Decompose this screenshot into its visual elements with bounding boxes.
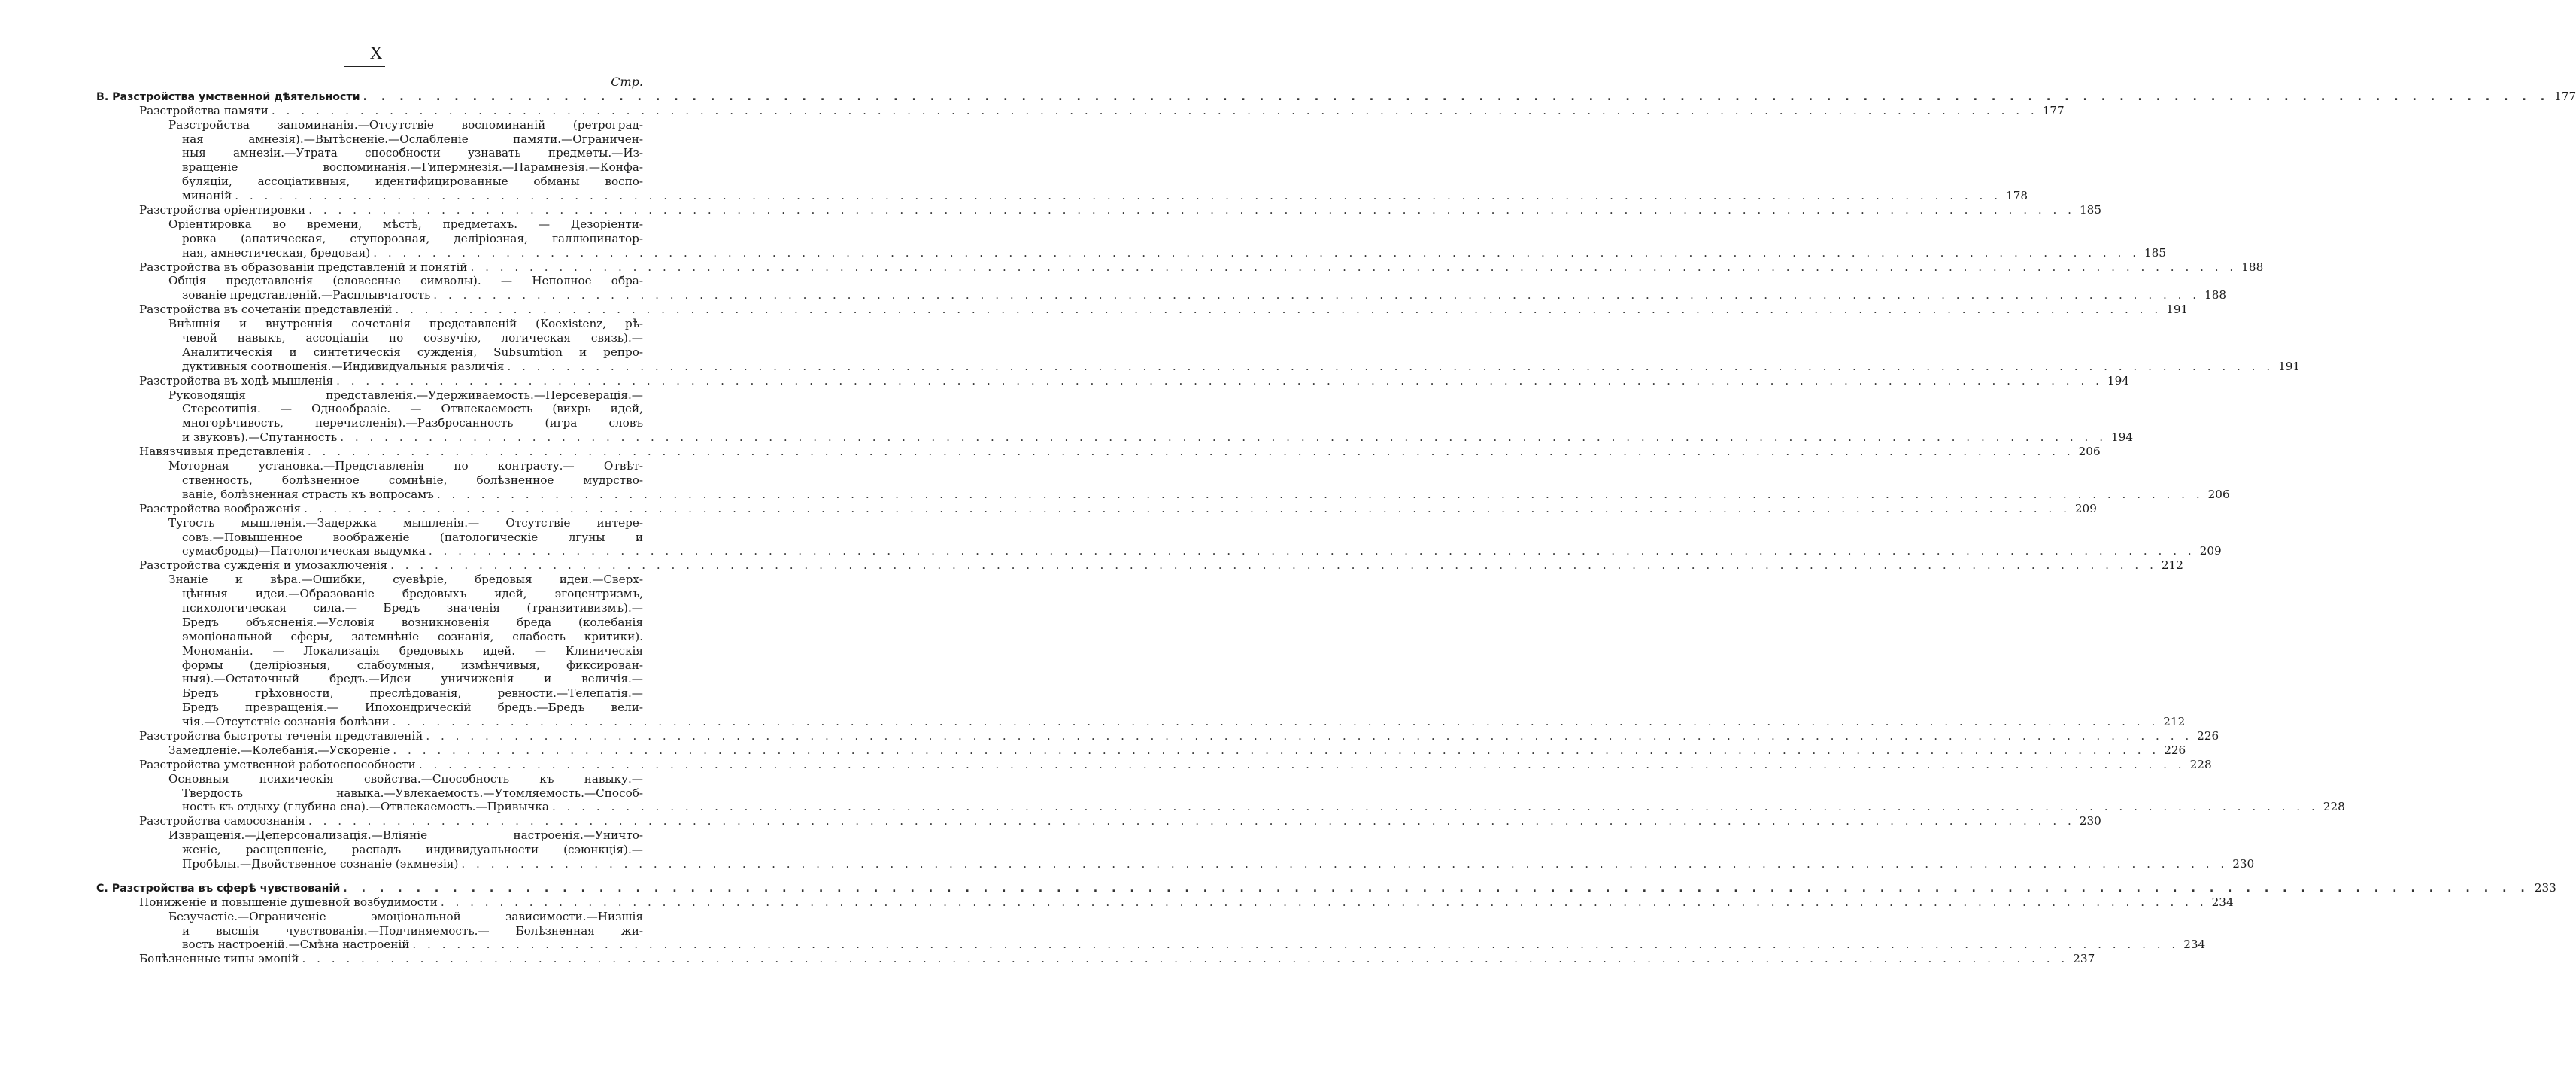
toc-entry-text: Внѣшнія и внутреннія сочетанія представленій (Koexistenz, рѣ- xyxy=(168,317,643,331)
toc-subentry-line xyxy=(182,544,2222,558)
toc-leader-row xyxy=(182,189,2028,203)
toc-subentry-line xyxy=(182,672,643,686)
toc-entry-text: вость настроеній.—Смѣна настроеній xyxy=(182,938,410,952)
toc-leader-row xyxy=(182,544,2222,558)
toc-subentry-line xyxy=(182,416,643,430)
toc-entry-text: Твердость навыка.—Увлекаемость.—Утомляемость.—Способ- xyxy=(182,786,643,800)
toc-entry-text: ная, амнестическая, бредовая) xyxy=(182,245,371,260)
toc-subentry-line xyxy=(168,743,2186,758)
toc-subentry-line xyxy=(182,924,643,938)
toc-leader-dots: . . . . . . . . . . . . . . . . . . . . . . . . . . . . . . . . . . . . . . . . . . . . . . . . . . . . . . . . . . . . . . . . . . . . . . . . . . . . . . . . . . . . . . . . . . . . . . . . . . . . . . . . . . . . . . . . . . . . . . . . xyxy=(461,856,2229,871)
toc-leader-row xyxy=(139,757,2212,772)
toc-entry-text: зованіе представленій.—Расплывчатость xyxy=(182,288,431,302)
toc-leader-row xyxy=(182,938,2206,952)
toc-subentry-line xyxy=(182,843,643,857)
toc-subentry-line xyxy=(182,601,643,616)
toc-section-label: C. xyxy=(96,882,112,895)
toc-page-number: 177 xyxy=(2554,89,2576,103)
toc-subentry-line xyxy=(182,616,643,630)
toc-entry-text: ныя амнезіи.—Утрата способности узнавать предметы.—Из- xyxy=(182,146,643,160)
toc-leader-row xyxy=(139,203,2101,217)
toc-page-number: 194 xyxy=(2107,373,2129,388)
toc-entry-text: чевой навыкъ, ассоціаціи по созвучію, логическая связь).— xyxy=(182,331,643,345)
toc-page-number: 178 xyxy=(2006,189,2028,203)
toc-subentry-line xyxy=(182,189,2028,203)
toc-subentry-line xyxy=(168,217,643,232)
toc-leader-dots: . . . . . . . . . . . . . . . . . . . . . . . . . . . . . . . . . . . . . . . . . . . . . . . . . . . . . . . . . . . . . . . . . . . . . . . . . . . . . . . . . . . . . . . . . . . . . . . . . . . . . . . . . . . . . . . . . . . . . . . . xyxy=(507,359,2274,373)
toc-subentry-line xyxy=(168,516,643,530)
toc-subentry-line xyxy=(182,587,643,601)
toc-entry xyxy=(139,260,2264,275)
toc-subentry-line xyxy=(168,459,643,473)
toc-entry-text: цѣнныя идеи.—Образованіе бредовыхъ идей, эгоцентризмъ, xyxy=(182,587,643,601)
toc-subentry-line xyxy=(182,245,2167,260)
toc-page-number: 209 xyxy=(2199,544,2222,558)
toc-body xyxy=(96,89,2576,966)
toc-section-label: B. xyxy=(96,90,113,103)
toc-leader-row xyxy=(139,445,2101,459)
toc-entry-text: минаній xyxy=(182,189,232,203)
toc-page-number: 188 xyxy=(2241,260,2264,274)
toc-leader-dots: . . . . . . . . . . . . . . . . . . . . . . . . . . . . . . . . . . . . . . . . . . . . . . . . . . . . . . . . . . . . . . . . . . . . . . . . . . . . . . . . . . . . . . . . . . . . . . . . . . . . . . . . . . . . . . . . . . . . . . . . xyxy=(392,715,2159,729)
toc-subentry-line xyxy=(182,331,643,345)
toc-entry-text: Оріентировка во времени, мѣстѣ, предметахъ. — Дезоріенти- xyxy=(168,217,643,231)
toc-leader-row xyxy=(182,288,2227,302)
toc-leader-dots: . . . . . . . . . . . . . . . . . . . . . . . . . . . . . . . . . . . . . . . . . . . . . . . . . . . . . . . . . . . . . . . . . . . . . . . . . . . . . . . . . . . . . . . . . . . . . . . . . . . . . . . . . . . . . . . . . . . . . . . . xyxy=(302,952,2069,966)
toc-page-number: 230 xyxy=(2232,856,2255,871)
toc-entry-text: Бредъ грѣховности, преслѣдованія, ревности.—Телепатія.— xyxy=(182,686,643,701)
toc-leader-row xyxy=(139,373,2129,388)
toc-entry-text: Разстройства самосознанія xyxy=(139,814,305,828)
toc-subentry-line xyxy=(168,274,643,288)
toc-entry-text: Руководящія представленія.—Удерживаемость.—Персеверація.— xyxy=(168,388,643,402)
toc-entry-text: ныя).—Остаточный бредъ.—Идеи уничиженія и величія.— xyxy=(182,672,643,686)
toc-subentry-line xyxy=(182,856,2255,871)
toc-entry-text: буляціи, ассоціативныя, идентифицированные обманы воспо- xyxy=(182,175,643,189)
toc-leader-dots: . . . . . . . . . . . . . . . . . . . . . . . . . . . . . . . . . . . . . . . . . . . . . . . . . . . . . . . . . . . . . . . . . . . . . . . . . . . . . . . . . . . . . . . . . . . . . . . . . . . . . . . . . . . . . . . . . . . . . . . . xyxy=(390,558,2157,573)
toc-entry-text: Безучастіе.—Ограниченіе эмоціональной зависимости.—Низшія xyxy=(168,909,643,923)
toc-subentry-line xyxy=(182,288,2227,302)
toc-entry-text: ваніе, болѣзненная страсть къ вопросамъ xyxy=(182,487,434,501)
toc-subentry-line xyxy=(182,715,2186,729)
toc-leader-row xyxy=(182,245,2167,260)
toc-section-title-text: Разстройства умственной дѣятельности xyxy=(112,90,360,103)
toc-entry-text: Аналитическія и синтетическія сужденія, Subsumtion и репро- xyxy=(182,345,643,359)
toc-entry-text: Разстройства запоминанія.—Отсутствіе воспоминаній (ретроград- xyxy=(168,117,643,132)
toc-leader-row xyxy=(182,800,2345,814)
toc-entry-text: многорѣчивость, перечисленія).—Разбросанность (игра словъ xyxy=(182,416,643,430)
toc-leader-dots: . . . . . . . . . . . . . . . . . . . . . . . . . . . . . . . . . . . . . . . . . . . . . . . . . . . . . . . . . . . . . . . . . . . . . . . . . . . . . . . . . . . . . . . . . . . . . . . . . . . . . . . . . . . . . . . . . . . . . . . . xyxy=(343,882,2530,895)
toc-entry-text: Извращенія.—Деперсонализація.—Вліяніе настроенія.—Уничто- xyxy=(168,828,643,843)
toc-entry-text: совъ.—Повышенное воображеніе (патологическіе лгуны и xyxy=(182,530,643,544)
toc-entry-text: Разстройства быстроты теченія представленій xyxy=(139,728,423,743)
toc-entry-text: Разстройства сужденія и умозаключенія xyxy=(139,558,388,573)
toc-entry xyxy=(139,103,2065,118)
toc-entry xyxy=(139,952,2095,966)
toc-page-number: 226 xyxy=(2197,728,2219,743)
toc-leader-dots: . . . . . . . . . . . . . . . . . . . . . . . . . . . . . . . . . . . . . . . . . . . . . . . . . . . . . . . . . . . . . . . . . . . . . . . . . . . . . . . . . . . . . . . . . . . . . . . . . . . . . . . . . . . . . . . . . . . . . . . . xyxy=(340,430,2107,445)
toc-section-leader-row xyxy=(96,89,2576,105)
toc-subentry-line xyxy=(168,772,643,786)
toc-entry-text: эмоціональной сферы, затемнѣніе сознанія, слабость критики). xyxy=(182,629,643,643)
toc-entry xyxy=(139,203,2101,217)
toc-leader-dots: . . . . . . . . . . . . . . . . . . . . . . . . . . . . . . . . . . . . . . . . . . . . . . . . . . . . . . . . . . . . . . . . . . . . . . . . . . . . . . . . . . . . . . . . . . . . . . . . . . . . . . . . . . . . . . . . . . . . . . . . xyxy=(235,189,2002,203)
toc-subentry-line xyxy=(182,430,2134,445)
toc-subentry-line xyxy=(182,359,2301,374)
toc-entry-text: Замедленіе.—Колебанія.—Ускореніе xyxy=(168,743,390,757)
page-number-rule xyxy=(344,66,385,67)
toc-section-title xyxy=(96,882,340,896)
toc-entry-text: женіе, расщепленіе, распадъ индивидуальности (сэюнкція).— xyxy=(182,843,643,857)
toc-leader-row xyxy=(182,715,2186,729)
toc-subentry-line xyxy=(182,530,643,545)
toc-page-number: 185 xyxy=(2144,245,2167,260)
toc-leader-dots: . . . . . . . . . . . . . . . . . . . . . . . . . . . . . . . . . . . . . . . . . . . . . . . . . . . . . . . . . . . . . . . . . . . . . . . . . . . . . . . . . . . . . . . . . . . . . . . . . . . . . . . . . . . . . . . . . . . . . . . . xyxy=(440,895,2207,909)
toc-leader-row xyxy=(139,952,2095,966)
toc-subentry-line xyxy=(182,487,2230,502)
toc-page-number: 206 xyxy=(2207,487,2230,501)
toc-entry-text: Бредъ объясненія.—Условія возникновенія бреда (колебанія xyxy=(182,615,643,629)
toc-section-leader-row xyxy=(96,880,2556,896)
toc-page-number: 191 xyxy=(2278,359,2301,373)
toc-entry-text: Мономаніи. — Локализація бредовыхъ идей. — Клиническія xyxy=(182,643,643,658)
toc-page-number: 230 xyxy=(2079,814,2101,828)
toc-section-title-text: Разстройства въ сферѣ чувствованій xyxy=(111,882,341,895)
toc-entry xyxy=(139,558,2183,573)
toc-subentry-line xyxy=(168,317,643,331)
toc-page-number: 177 xyxy=(2042,103,2065,117)
toc-leader-row xyxy=(182,430,2134,445)
toc-leader-dots: . . . . . . . . . . . . . . . . . . . . . . . . . . . . . . . . . . . . . . . . . . . . . . . . . . . . . . . . . . . . . . . . . . . . . . . . . . . . . . . . . . . . . . . . . . . . . . . . . . . . . . . . . . . . . . . . . . . . . . . . xyxy=(418,757,2186,771)
toc-subentry-line xyxy=(182,232,643,246)
toc-section xyxy=(96,89,2576,104)
toc-entry-text: дуктивныя соотношенія.—Индивидуальныя различія xyxy=(182,359,505,373)
toc-entry-text: Навязчивыя представленія xyxy=(139,445,305,459)
toc-entry-text: формы (деліріозныя, слабоумныя, измѣнчивыя, фиксирован- xyxy=(182,658,643,672)
toc-leader-row xyxy=(182,359,2301,374)
toc-leader-dots: . . . . . . . . . . . . . . . . . . . . . . . . . . . . . . . . . . . . . . . . . . . . . . . . . . . . . . . . . . . . . . . . . . . . . . . . . . . . . . . . . . . . . . . . . . . . . . . . . . . . . . . . . . . . . . . . . . . . . . . . xyxy=(426,728,2193,743)
toc-leader-row xyxy=(139,260,2264,275)
toc-leader-dots: . . . . . . . . . . . . . . . . . . . . . . . . . . . . . . . . . . . . . . . . . . . . . . . . . . . . . . . . . . . . . . . . . . . . . . . . . . . . . . . . . . . . . . . . . . . . . . . . . . . . . . . . . . . . . . . . . . . . . . . . xyxy=(363,90,2550,103)
toc-leader-dots: . . . . . . . . . . . . . . . . . . . . . . . . . . . . . . . . . . . . . . . . . . . . . . . . . . . . . . . . . . . . . . . . . . . . . . . . . . . . . . . . . . . . . . . . . . . . . . . . . . . . . . . . . . . . . . . . . . . . . . . . xyxy=(308,814,2075,828)
toc-entry xyxy=(139,302,2189,317)
toc-entry-text: и высшія чувствованія.—Подчиняемость.— Болѣзненная жи- xyxy=(182,923,643,938)
toc-leader-row xyxy=(139,103,2065,118)
toc-subentry-line xyxy=(182,345,643,360)
toc-subentry-line xyxy=(182,701,643,715)
toc-entry-text: Пробѣлы.—Двойственное сознаніе (экмнезія) xyxy=(182,856,459,871)
toc-entry-text: Разстройства въ сочетаніи представленій xyxy=(139,302,393,317)
toc-entry xyxy=(139,814,2101,828)
toc-entry-text: Общія представленія (словесные символы). — Неполное обра- xyxy=(168,274,643,288)
toc-page-number: 209 xyxy=(2074,501,2097,515)
toc-subentry-line xyxy=(182,146,643,160)
toc-page-number: 212 xyxy=(2163,715,2186,729)
toc-entry-text: Бредъ превращенія.— Ипохондрическій бредъ.—Бредъ вели- xyxy=(182,701,643,715)
toc-leader-dots: . . . . . . . . . . . . . . . . . . . . . . . . . . . . . . . . . . . . . . . . . . . . . . . . . . . . . . . . . . . . . . . . . . . . . . . . . . . . . . . . . . . . . . . . . . . . . . . . . . . . . . . . . . . . . . . . . . . . . . . . xyxy=(336,373,2103,388)
toc-leader-row xyxy=(182,856,2255,871)
toc-entry-text: Болѣзненные типы эмоцій xyxy=(139,952,299,966)
toc-entry-text: Разстройства въ образованіи представленій и понятій xyxy=(139,260,468,274)
toc-leader-row xyxy=(168,743,2186,758)
table-of-contents xyxy=(96,74,2576,966)
toc-leader-row xyxy=(139,895,2234,910)
toc-page-number: 237 xyxy=(2073,952,2095,966)
toc-section-title xyxy=(96,90,360,105)
toc-page-number: 194 xyxy=(2111,430,2134,445)
toc-subentry-line xyxy=(168,828,643,843)
toc-subentry-line xyxy=(182,160,643,175)
toc-page-number: 228 xyxy=(2323,800,2345,814)
toc-subentry-line xyxy=(182,644,643,658)
toc-page-number: 226 xyxy=(2164,743,2186,757)
toc-leader-dots: . . . . . . . . . . . . . . . . . . . . . . . . . . . . . . . . . . . . . . . . . . . . . . . . . . . . . . . . . . . . . . . . . . . . . . . . . . . . . . . . . . . . . . . . . . . . . . . . . . . . . . . . . . . . . . . . . . . . . . . . xyxy=(373,245,2141,260)
toc-leader-dots: . . . . . . . . . . . . . . . . . . . . . . . . . . . . . . . . . . . . . . . . . . . . . . . . . . . . . . . . . . . . . . . . . . . . . . . . . . . . . . . . . . . . . . . . . . . . . . . . . . . . . . . . . . . . . . . . . . . . . . . . xyxy=(436,487,2204,501)
toc-entry-text: сумасброды)—Патологическая выдумка xyxy=(182,544,426,558)
toc-entry xyxy=(139,757,2212,772)
toc-subentry-line xyxy=(182,175,643,189)
toc-leader-dots: . . . . . . . . . . . . . . . . . . . . . . . . . . . . . . . . . . . . . . . . . . . . . . . . . . . . . . . . . . . . . . . . . . . . . . . . . . . . . . . . . . . . . . . . . . . . . . . . . . . . . . . . . . . . . . . . . . . . . . . . xyxy=(308,203,2075,217)
toc-entry-text: Тугость мышленія.—Задержка мышленія.— Отсутствіе интере- xyxy=(168,515,643,530)
toc-entry-text: ная амнезія).—Вытѣсненіе.—Ослабленіе памяти.—Ограничен- xyxy=(182,132,643,146)
toc-entry xyxy=(139,445,2101,459)
toc-page-number: 212 xyxy=(2161,558,2183,573)
toc-leader-row xyxy=(139,814,2101,828)
toc-leader-row xyxy=(139,302,2189,317)
toc-subentry-line xyxy=(182,786,643,801)
toc-subentry-line xyxy=(168,118,643,132)
page-column-header: Стр. xyxy=(611,74,643,89)
toc-page-number: 206 xyxy=(2078,445,2101,459)
toc-entry-text: психологическая сила.— Бредъ значенія (транзитивизмъ).— xyxy=(182,600,643,615)
toc-leader-dots: . . . . . . . . . . . . . . . . . . . . . . . . . . . . . . . . . . . . . . . . . . . . . . . . . . . . . . . . . . . . . . . . . . . . . . . . . . . . . . . . . . . . . . . . . . . . . . . . . . . . . . . . . . . . . . . . . . . . . . . . xyxy=(433,288,2201,302)
toc-subentry-line xyxy=(182,800,2345,814)
toc-subentry-line xyxy=(182,402,643,416)
toc-entry xyxy=(139,373,2129,388)
toc-entry-text: ность къ отдыху (глубина сна).—Отвлекаемость.—Привычка xyxy=(182,800,549,814)
toc-leader-dots: . . . . . . . . . . . . . . . . . . . . . . . . . . . . . . . . . . . . . . . . . . . . . . . . . . . . . . . . . . . . . . . . . . . . . . . . . . . . . . . . . . . . . . . . . . . . . . . . . . . . . . . . . . . . . . . . . . . . . . . . xyxy=(395,302,2162,317)
toc-page-number: 191 xyxy=(2166,302,2189,317)
toc-entry-text: Пониженіе и повышеніе душевной возбудимости xyxy=(139,895,438,909)
toc-subentry-line xyxy=(182,473,643,488)
toc-entry-text: ственность, болѣзненное сомнѣніе, болѣзненное мудрство- xyxy=(182,473,643,487)
toc-entry-text: и звуковъ).—Спутанность xyxy=(182,430,338,445)
toc-entry xyxy=(139,501,2097,516)
toc-entry-text: Разстройства воображенія xyxy=(139,501,302,515)
toc-leader-row xyxy=(139,558,2183,573)
toc-entry-text: Разстройства въ ходѣ мышленія xyxy=(139,373,334,388)
toc-entry-text: чія.—Отсутствіе сознанія болѣзни xyxy=(182,715,390,729)
toc-leader-row xyxy=(182,487,2230,502)
toc-entry-text: вращеніе воспоминанія.—Гипермнезія.—Парамнезія.—Конфа- xyxy=(182,160,643,175)
toc-entry-text: Моторная установка.—Представленія по контрасту.— Отвѣт- xyxy=(168,459,643,473)
toc-page-number: 188 xyxy=(2204,288,2227,302)
toc-leader-dots: . . . . . . . . . . . . . . . . . . . . . . . . . . . . . . . . . . . . . . . . . . . . . . . . . . . . . . . . . . . . . . . . . . . . . . . . . . . . . . . . . . . . . . . . . . . . . . . . . . . . . . . . . . . . . . . . . . . . . . . . xyxy=(271,103,2038,117)
toc-subentry-line xyxy=(168,388,643,403)
toc-page-number: 234 xyxy=(2211,895,2234,909)
toc-leader-dots: . . . . . . . . . . . . . . . . . . . . . . . . . . . . . . . . . . . . . . . . . . . . . . . . . . . . . . . . . . . . . . . . . . . . . . . . . . . . . . . . . . . . . . . . . . . . . . . . . . . . . . . . . . . . . . . . . . . . . . . . xyxy=(470,260,2238,274)
toc-subentry-line xyxy=(182,132,643,147)
toc-subentry-line xyxy=(168,573,643,587)
toc-subentry-line xyxy=(168,910,643,924)
toc-leader-row xyxy=(139,728,2219,743)
toc-entry-text: Разстройства умственной работоспособности xyxy=(139,757,416,771)
toc-entry-text: ровка (апатическая, ступорозная, деліріозная, галлюцинатор- xyxy=(182,231,643,245)
toc-leader-dots: . . . . . . . . . . . . . . . . . . . . . . . . . . . . . . . . . . . . . . . . . . . . . . . . . . . . . . . . . . . . . . . . . . . . . . . . . . . . . . . . . . . . . . . . . . . . . . . . . . . . . . . . . . . . . . . . . . . . . . . . xyxy=(412,938,2180,952)
toc-page-number: 234 xyxy=(2183,938,2206,952)
toc-leader-dots: . . . . . . . . . . . . . . . . . . . . . . . . . . . . . . . . . . . . . . . . . . . . . . . . . . . . . . . . . . . . . . . . . . . . . . . . . . . . . . . . . . . . . . . . . . . . . . . . . . . . . . . . . . . . . . . . . . . . . . . . xyxy=(428,544,2195,558)
toc-subentry-line xyxy=(182,658,643,673)
toc-entry xyxy=(139,895,2234,910)
toc-entry-text: Знаніе и вѣра.—Ошибки, суевѣріе, бредовыя идеи.—Сверх- xyxy=(168,573,643,587)
toc-page-number: 228 xyxy=(2189,757,2212,771)
toc-leader-dots: . . . . . . . . . . . . . . . . . . . . . . . . . . . . . . . . . . . . . . . . . . . . . . . . . . . . . . . . . . . . . . . . . . . . . . . . . . . . . . . . . . . . . . . . . . . . . . . . . . . . . . . . . . . . . . . . . . . . . . . . xyxy=(393,743,2160,757)
page-number: X xyxy=(369,44,383,62)
toc-page-number: 185 xyxy=(2080,203,2101,217)
toc-entry-text: Разстройства памяти xyxy=(139,103,269,117)
toc-leader-dots: . . . . . . . . . . . . . . . . . . . . . . . . . . . . . . . . . . . . . . . . . . . . . . . . . . . . . . . . . . . . . . . . . . . . . . . . . . . . . . . . . . . . . . . . . . . . . . . . . . . . . . . . . . . . . . . . . . . . . . . . xyxy=(304,501,2071,515)
toc-leader-row xyxy=(139,501,2097,516)
toc-subentry-line xyxy=(182,686,643,701)
toc-page-number: 233 xyxy=(2534,880,2556,895)
toc-leader-dots: . . . . . . . . . . . . . . . . . . . . . . . . . . . . . . . . . . . . . . . . . . . . . . . . . . . . . . . . . . . . . . . . . . . . . . . . . . . . . . . . . . . . . . . . . . . . . . . . . . . . . . . . . . . . . . . . . . . . . . . . xyxy=(307,445,2074,459)
toc-subentry-line xyxy=(182,630,643,644)
toc-leader-dots: . . . . . . . . . . . . . . . . . . . . . . . . . . . . . . . . . . . . . . . . . . . . . . . . . . . . . . . . . . . . . . . . . . . . . . . . . . . . . . . . . . . . . . . . . . . . . . . . . . . . . . . . . . . . . . . . . . . . . . . . xyxy=(551,800,2319,814)
toc-subentry-line xyxy=(182,938,2206,952)
toc-entry xyxy=(139,728,2219,743)
toc-section xyxy=(96,880,2556,895)
toc-entry-text: Разстройства оріентировки xyxy=(139,203,306,217)
toc-entry-text: Стереотипія. — Однообразіе. — Отвлекаемость (вихрь идей, xyxy=(182,402,643,416)
toc-entry-text: Основныя психическія свойства.—Способность къ навыку.— xyxy=(168,771,643,786)
